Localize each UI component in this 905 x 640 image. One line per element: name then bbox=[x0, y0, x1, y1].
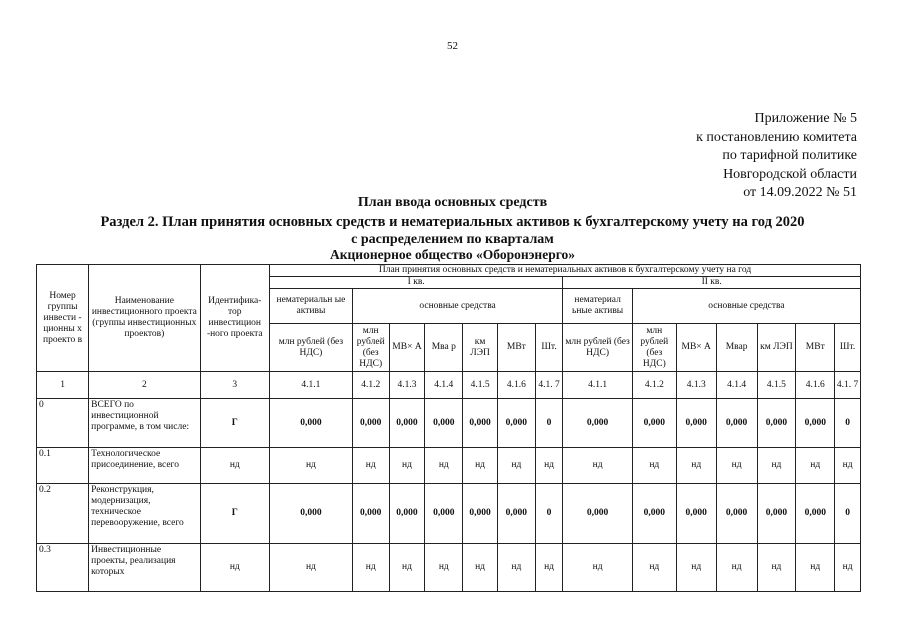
value-cell: нд bbox=[563, 448, 633, 484]
column-number-cell: 4.1.4 bbox=[716, 372, 757, 399]
value-cell: 0,000 bbox=[563, 399, 633, 448]
value-cell: 0,000 bbox=[796, 399, 835, 448]
table-row bbox=[37, 544, 861, 592]
header-plan: План принятия основных средств и нематериальных активов к бухгалтерскому учету на год bbox=[270, 265, 861, 277]
value-cell: нд bbox=[835, 448, 861, 484]
appendix-line: Приложение № 5 bbox=[754, 111, 857, 126]
value-cell: 0,000 bbox=[632, 484, 676, 544]
header-group-number: Номер группы инвести - ционны х проекто в bbox=[37, 265, 89, 372]
header-unit-cell: МВт bbox=[796, 324, 835, 372]
column-number-cell: 4.1.5 bbox=[757, 372, 796, 399]
value-cell: 0,000 bbox=[757, 484, 796, 544]
value-cell: нд bbox=[270, 544, 353, 592]
value-cell: 0,000 bbox=[425, 399, 463, 448]
value-cell: нд bbox=[463, 448, 498, 484]
row-name-cell: Реконструкция, модернизация, техническое перевооружение, всего bbox=[89, 484, 200, 544]
value-cell: нд bbox=[632, 448, 676, 484]
value-cell: 0,000 bbox=[425, 484, 463, 544]
appendix-line: от 14.09.2022 № 51 bbox=[743, 185, 857, 200]
column-number-cell: 4.1.3 bbox=[389, 372, 425, 399]
header-unit-cell: МВ× А bbox=[389, 324, 425, 372]
value-cell: нд bbox=[535, 448, 563, 484]
value-cell: 0,000 bbox=[632, 399, 676, 448]
value-cell: 0,000 bbox=[352, 484, 389, 544]
value-cell: нд bbox=[389, 448, 425, 484]
table-row bbox=[37, 399, 861, 448]
header-project-name: Наименование инвестиционного проекта (группы инвестиционных проектов) bbox=[89, 265, 200, 372]
column-number-cell: 4.1.1 bbox=[563, 372, 633, 399]
value-cell: 0 bbox=[835, 399, 861, 448]
row-name-cell: ВСЕГО по инвестиционной программе, в том числе: bbox=[89, 399, 200, 448]
row-id-cell: Г bbox=[200, 484, 270, 544]
value-cell: нд bbox=[425, 544, 463, 592]
value-cell: 0 bbox=[535, 399, 563, 448]
value-cell: нд bbox=[796, 448, 835, 484]
column-number-cell: 4.1.2 bbox=[632, 372, 676, 399]
value-cell: нд bbox=[352, 544, 389, 592]
value-cell: нд bbox=[535, 544, 563, 592]
appendix-block bbox=[696, 110, 857, 203]
header-unit-cell: млн рублей (без НДС) bbox=[563, 324, 633, 372]
header-unit-cell: Мвар bbox=[716, 324, 757, 372]
value-cell: нд bbox=[425, 448, 463, 484]
value-cell: 0,000 bbox=[676, 484, 716, 544]
column-number-cell: 4.1.4 bbox=[425, 372, 463, 399]
header-unit-cell: МВт bbox=[497, 324, 535, 372]
value-cell: 0,000 bbox=[796, 484, 835, 544]
value-cell: нд bbox=[796, 544, 835, 592]
column-number-cell: 4.1. 7 bbox=[535, 372, 563, 399]
value-cell: 0 bbox=[535, 484, 563, 544]
row-id-cell: нд bbox=[200, 448, 270, 484]
value-cell: нд bbox=[757, 544, 796, 592]
value-cell: нд bbox=[676, 544, 716, 592]
value-cell: 0,000 bbox=[352, 399, 389, 448]
row-id-cell: Г bbox=[200, 399, 270, 448]
header-unit-cell: км ЛЭП bbox=[463, 324, 498, 372]
value-cell: 0,000 bbox=[463, 399, 498, 448]
header-fixed-assets-q2: основные средства bbox=[632, 289, 860, 324]
column-number-cell: 4.1.3 bbox=[676, 372, 716, 399]
column-number-cell: 2 bbox=[89, 372, 200, 399]
row-id-cell: нд bbox=[200, 544, 270, 592]
value-cell: 0,000 bbox=[389, 399, 425, 448]
value-cell: 0,000 bbox=[757, 399, 796, 448]
table-row bbox=[37, 448, 861, 484]
column-number-cell: 4.1.1 bbox=[270, 372, 353, 399]
row-number-cell: 0 bbox=[37, 399, 89, 448]
header-project-id: Идентифика-тор инвестицион -ного проекта bbox=[200, 265, 270, 372]
row-name-cell: Инвестиционные проекты, реализация которых bbox=[89, 544, 200, 592]
column-number-cell: 4.1.6 bbox=[796, 372, 835, 399]
header-unit-cell: Мва р bbox=[425, 324, 463, 372]
value-cell: 0 bbox=[835, 484, 861, 544]
section-title: Раздел 2. План принятия основных средств и нематериальных активов к бухгалтерскому учету на год 2020 bbox=[100, 214, 805, 230]
value-cell: 0,000 bbox=[497, 484, 535, 544]
header-unit-cell: км ЛЭП bbox=[757, 324, 796, 372]
header-quarter-2: II кв. bbox=[563, 277, 861, 289]
value-cell: 0,000 bbox=[463, 484, 498, 544]
row-number-cell: 0.3 bbox=[37, 544, 89, 592]
value-cell: нд bbox=[563, 544, 633, 592]
company-name: Акционерное общество «Оборонэнерго» bbox=[329, 247, 576, 262]
value-cell: нд bbox=[389, 544, 425, 592]
value-cell: нд bbox=[497, 448, 535, 484]
table-row bbox=[37, 484, 861, 544]
value-cell: 0,000 bbox=[563, 484, 633, 544]
value-cell: нд bbox=[497, 544, 535, 592]
appendix-line: по тарифной политике bbox=[722, 148, 857, 163]
value-cell: нд bbox=[835, 544, 861, 592]
value-cell: нд bbox=[352, 448, 389, 484]
header-intangible-q2: нематериал ьные активы bbox=[563, 289, 633, 324]
header-unit-cell: МВ× А bbox=[676, 324, 716, 372]
value-cell: 0,000 bbox=[676, 399, 716, 448]
section-subtitle: с распределением по кварталам bbox=[351, 232, 554, 247]
row-number-cell: 0.2 bbox=[37, 484, 89, 544]
value-cell: нд bbox=[270, 448, 353, 484]
header-intangible-q1: нематериальн ые активы bbox=[270, 289, 353, 324]
header-unit-cell: млн рублей (без НДС) bbox=[352, 324, 389, 372]
value-cell: нд bbox=[632, 544, 676, 592]
plan-table bbox=[36, 264, 861, 592]
row-name-cell: Технологическое присоединение, всего bbox=[89, 448, 200, 484]
column-number-cell: 3 bbox=[200, 372, 270, 399]
row-number-cell: 0.1 bbox=[37, 448, 89, 484]
column-number-cell: 4.1. 7 bbox=[835, 372, 861, 399]
value-cell: 0,000 bbox=[497, 399, 535, 448]
document-title: План ввода основных средств bbox=[357, 195, 548, 210]
header-unit-cell: Шт. bbox=[535, 324, 563, 372]
page-number: 52 bbox=[447, 40, 458, 52]
column-number-cell: 4.1.2 bbox=[352, 372, 389, 399]
value-cell: нд bbox=[716, 448, 757, 484]
column-number-cell: 1 bbox=[37, 372, 89, 399]
appendix-line: к постановлению комитета bbox=[696, 129, 857, 145]
value-cell: 0,000 bbox=[716, 484, 757, 544]
value-cell: 0,000 bbox=[389, 484, 425, 544]
value-cell: нд bbox=[463, 544, 498, 592]
header-quarter-1: I кв. bbox=[270, 277, 563, 289]
column-number-cell: 4.1.6 bbox=[497, 372, 535, 399]
value-cell: 0,000 bbox=[270, 399, 353, 448]
value-cell: 0,000 bbox=[716, 399, 757, 448]
header-unit-cell: Шт. bbox=[835, 324, 861, 372]
header-unit-cell: млн рублей (без НДС) bbox=[632, 324, 676, 372]
value-cell: нд bbox=[716, 544, 757, 592]
header-fixed-assets-q1: основные средства bbox=[352, 289, 563, 324]
column-number-cell: 4.1.5 bbox=[463, 372, 498, 399]
value-cell: нд bbox=[676, 448, 716, 484]
header-unit-cell: млн рублей (без НДС) bbox=[270, 324, 353, 372]
value-cell: нд bbox=[757, 448, 796, 484]
value-cell: 0,000 bbox=[270, 484, 353, 544]
appendix-line: Новгородской области bbox=[723, 166, 857, 182]
